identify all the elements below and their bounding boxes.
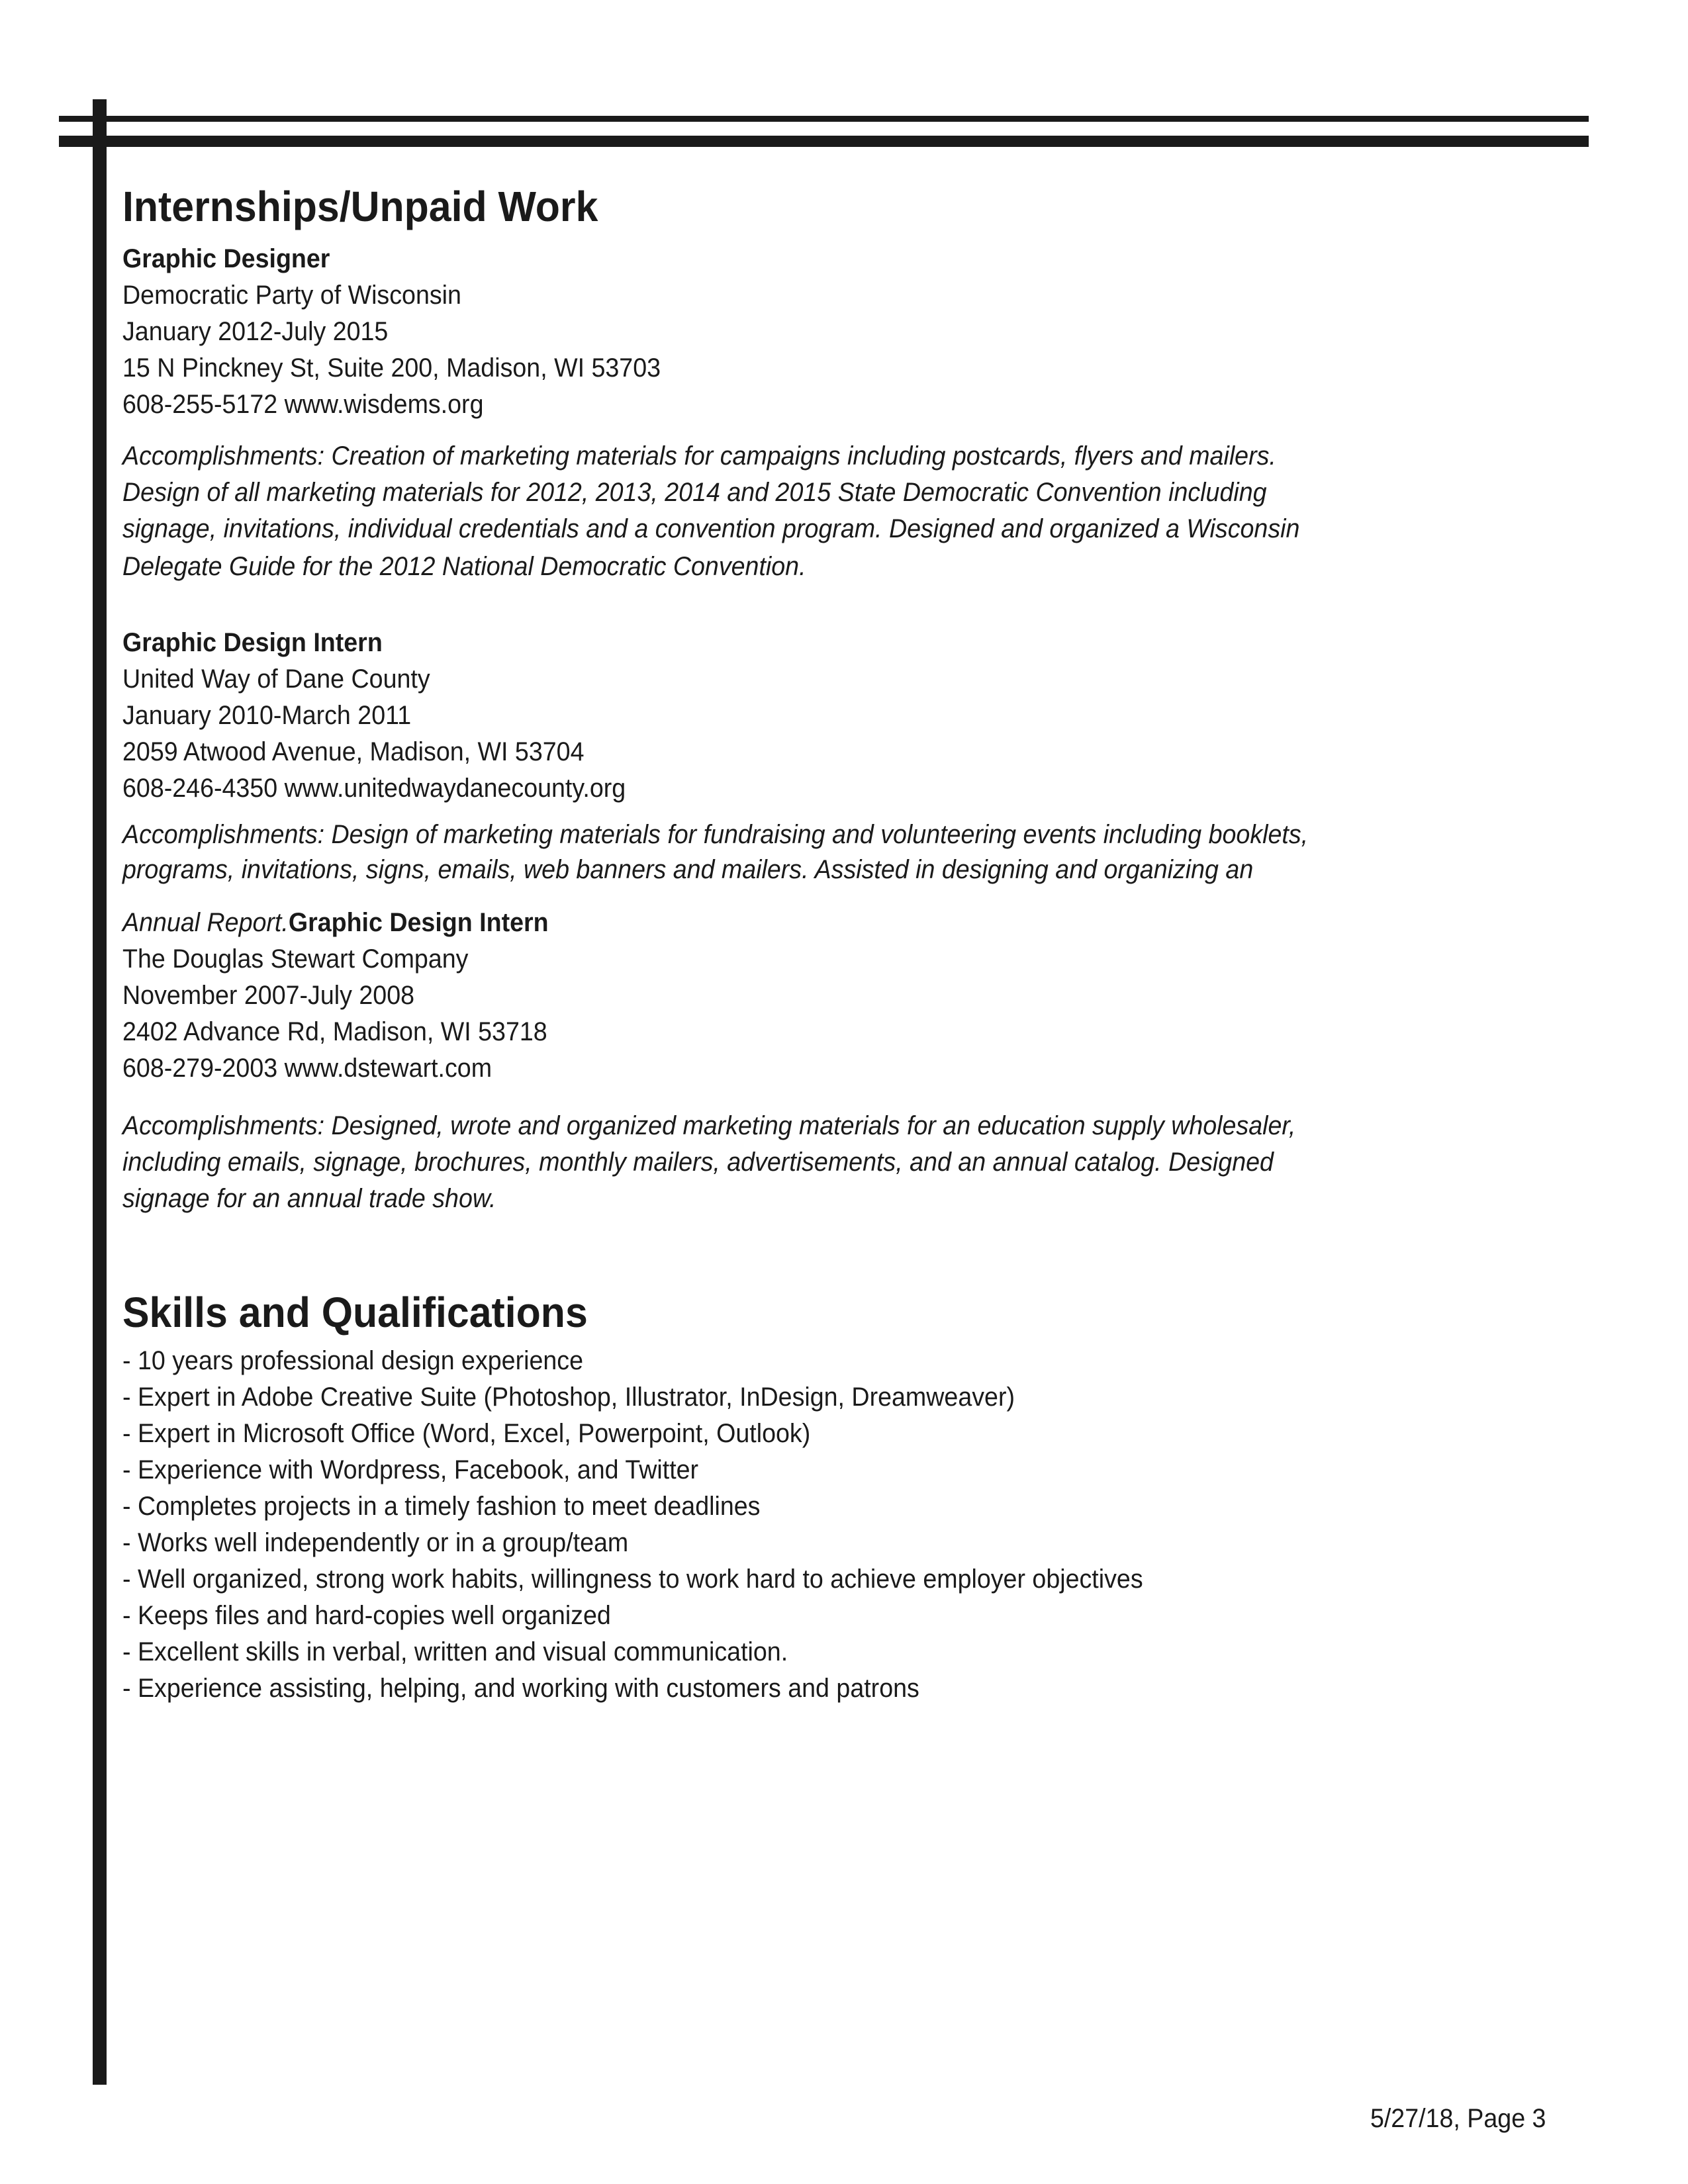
entry-title: Graphic Designer — [122, 244, 330, 273]
entry-dates: January 2010-March 2011 — [122, 701, 412, 730]
entry-organization: The Douglas Stewart Company — [122, 944, 469, 974]
skill-item: - Expert in Adobe Creative Suite (Photoshop, Illustrator, InDesign, Dreamweaver) — [122, 1383, 1015, 1412]
entry-accomplishments-line: including emails, signage, brochures, monthly mailers, advertisements, and an annual catalog. Designed — [122, 1148, 1274, 1177]
entry-organization: United Way of Dane County — [122, 664, 430, 694]
skill-item: - Excellent skills in verbal, written and visual communication. — [122, 1637, 788, 1666]
vertical-rule — [93, 99, 107, 2085]
entry-accomplishments-line: Accomplishments: Creation of marketing materials for campaigns including postcards, flyers and mailers. — [122, 441, 1276, 471]
entry-contact: 608-246-4350 www.unitedwaydanecounty.org — [122, 774, 626, 803]
skill-item: - Experience assisting, helping, and working with customers and patrons — [122, 1674, 919, 1703]
entry-contact: 608-255-5172 www.wisdems.org — [122, 390, 484, 419]
entry-accomplishments-line: Annual Report. — [122, 908, 289, 937]
entry-accomplishments-line: Design of all marketing materials for 2012, 2013, 2014 and 2015 State Democratic Convention including — [122, 478, 1267, 507]
entry-address: 2059 Atwood Avenue, Madison, WI 53704 — [122, 737, 585, 766]
entry-accomplishments-line: Accomplishments: Designed, wrote and organized marketing materials for an education supply wholesaler, — [122, 1111, 1296, 1140]
entry-address: 2402 Advance Rd, Madison, WI 53718 — [122, 1017, 547, 1046]
entry-organization: Democratic Party of Wisconsin — [122, 281, 461, 310]
skill-item: - Completes projects in a timely fashion to meet deadlines — [122, 1492, 761, 1521]
section-heading-internships: Internships/Unpaid Work — [122, 183, 598, 230]
entry-accomplishments-line: Accomplishments: Design of marketing materials for fundraising and volunteering events including booklets, — [122, 820, 1309, 849]
entry-dates: January 2012-July 2015 — [122, 317, 389, 346]
inline-run-line — [122, 909, 549, 936]
top-rule-thick — [59, 136, 1589, 147]
entry-accomplishments-line: signage, invitations, individual credentials and a convention program. Designed and organized a Wisconsin — [122, 514, 1300, 543]
entry-title: Graphic Design Intern — [122, 628, 383, 657]
skill-item: - Keeps files and hard-copies well organized — [122, 1601, 611, 1630]
entry-accomplishments-line: Delegate Guide for the 2012 National Democratic Convention. — [122, 552, 806, 581]
entry-accomplishments-line: programs, invitations, signs, emails, web banners and mailers. Assisted in designing and organizing an — [122, 855, 1254, 884]
skill-item: - Works well independently or in a group/team — [122, 1528, 629, 1557]
entry-dates: November 2007-July 2008 — [122, 981, 415, 1010]
skill-item: - Well organized, strong work habits, willingness to work hard to achieve employer objectives — [122, 1565, 1143, 1594]
skill-item: - 10 years professional design experience — [122, 1346, 584, 1375]
entry-address: 15 N Pinckney St, Suite 200, Madison, WI 53703 — [122, 353, 661, 383]
skill-item: - Experience with Wordpress, Facebook, and Twitter — [122, 1455, 699, 1484]
entry-title: Graphic Design Intern — [288, 908, 549, 937]
skill-item: - Expert in Microsoft Office (Word, Excel, Powerpoint, Outlook) — [122, 1419, 811, 1448]
entry-accomplishments-line: signage for an annual trade show. — [122, 1184, 496, 1213]
top-rule-thin — [59, 116, 1589, 122]
page-footer-date-page-number: 5/27/18, Page 3 — [1370, 2104, 1546, 2133]
entry-contact: 608-279-2003 www.dstewart.com — [122, 1054, 492, 1083]
section-heading-skills: Skills and Qualifications — [122, 1289, 588, 1336]
